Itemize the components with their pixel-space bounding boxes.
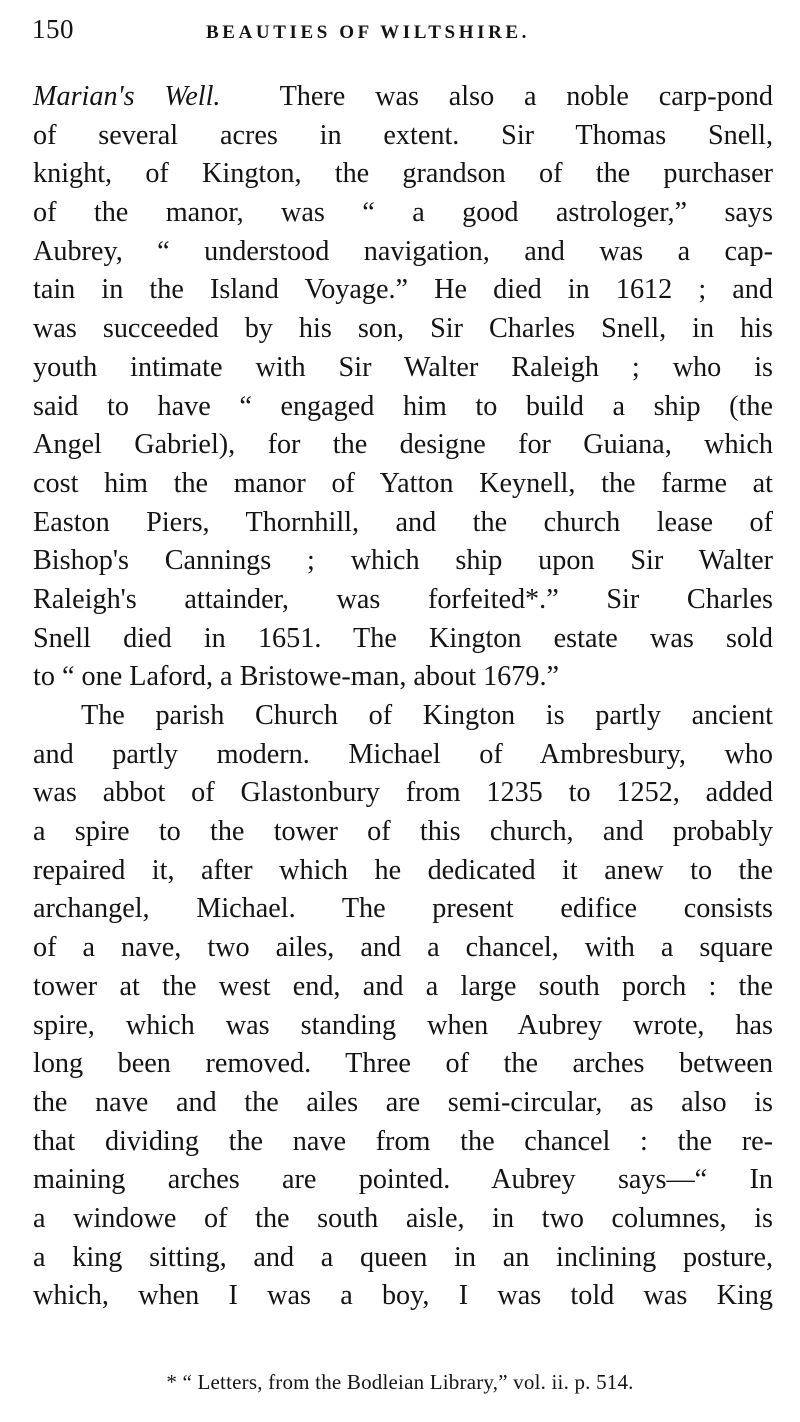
- text-line: archangel, Michael. The present edifice consists: [33, 893, 773, 925]
- text-line: that dividing the nave from the chancel : the re-: [33, 1125, 773, 1157]
- text-line: Marian's Well. There was also a noble carp-pond: [33, 81, 773, 112]
- text-line: tain in the Island Voyage.” He died in 1612 ; and: [33, 274, 773, 306]
- text-line: Angel Gabriel), for the designe for Guiana, which: [33, 429, 773, 461]
- text-line: a king sitting, and a queen in an inclining posture,: [33, 1241, 773, 1273]
- text-line: cost him the manor of Yatton Keynell, the farme at: [33, 467, 773, 499]
- text-line: Easton Piers, Thornhill, and the church lease of: [33, 506, 773, 538]
- text-line: repaired it, after which he dedicated it anew to the: [33, 854, 773, 886]
- text-line: a spire to the tower of this church, and probably: [33, 816, 773, 848]
- text-line: of several acres in extent. Sir Thomas Snell,: [33, 119, 773, 151]
- text-line: The parish Church of Kington is partly ancient: [81, 700, 773, 731]
- page-number: 150: [32, 14, 74, 44]
- footnote: * “ Letters, from the Bodleian Library,” vol. ii. p. 514.: [166, 1370, 634, 1394]
- text-line: Aubrey, “ understood navigation, and was a cap-: [33, 235, 773, 267]
- italic-lead: Marian's Well.: [33, 81, 221, 112]
- text-line: tower at the west end, and a large south porch : the: [33, 970, 773, 1002]
- text-line: long been removed. Three of the arches between: [33, 1048, 773, 1080]
- text-line: a windowe of the south aisle, in two columnes, is: [33, 1202, 773, 1234]
- running-title: BEAUTIES OF WILTSHIRE.: [206, 22, 531, 43]
- text-line: said to have “ engaged him to build a ship (the: [33, 390, 773, 422]
- body-text: [33, 78, 773, 1316]
- text-line: and partly modern. Michael of Ambresbury, who: [33, 738, 773, 770]
- text-line: youth intimate with Sir Walter Raleigh ; who is: [33, 351, 773, 383]
- text-line: Snell died in 1651. The Kington estate was sold: [33, 622, 773, 654]
- text-line: the nave and the ailes are semi-circular, as also is: [33, 1086, 773, 1118]
- text-line: Raleigh's attainder, was forfeited*.” Sir Charles: [33, 583, 773, 615]
- text-line: Bishop's Cannings ; which ship upon Sir Walter: [33, 545, 773, 577]
- text-line: knight, of Kington, the grandson of the purchaser: [33, 158, 773, 190]
- text-line: spire, which was standing when Aubrey wrote, has: [33, 1009, 773, 1041]
- text-line: was succeeded by his son, Sir Charles Snell, in his: [33, 313, 773, 345]
- text-line: was abbot of Glastonbury from 1235 to 1252, added: [33, 777, 773, 809]
- text-line: which, when I was a boy, I was told was King: [33, 1280, 773, 1312]
- text-line: maining arches are pointed. Aubrey says—“ In: [33, 1164, 773, 1196]
- page-header: [32, 14, 772, 54]
- text-line: of the manor, was “ a good astrologer,” says: [33, 197, 773, 229]
- text-line: of a nave, two ailes, and a chancel, with a square: [33, 932, 773, 964]
- text-line: to “ one Laford, a Bristowe-man, about 1679.”: [33, 661, 560, 693]
